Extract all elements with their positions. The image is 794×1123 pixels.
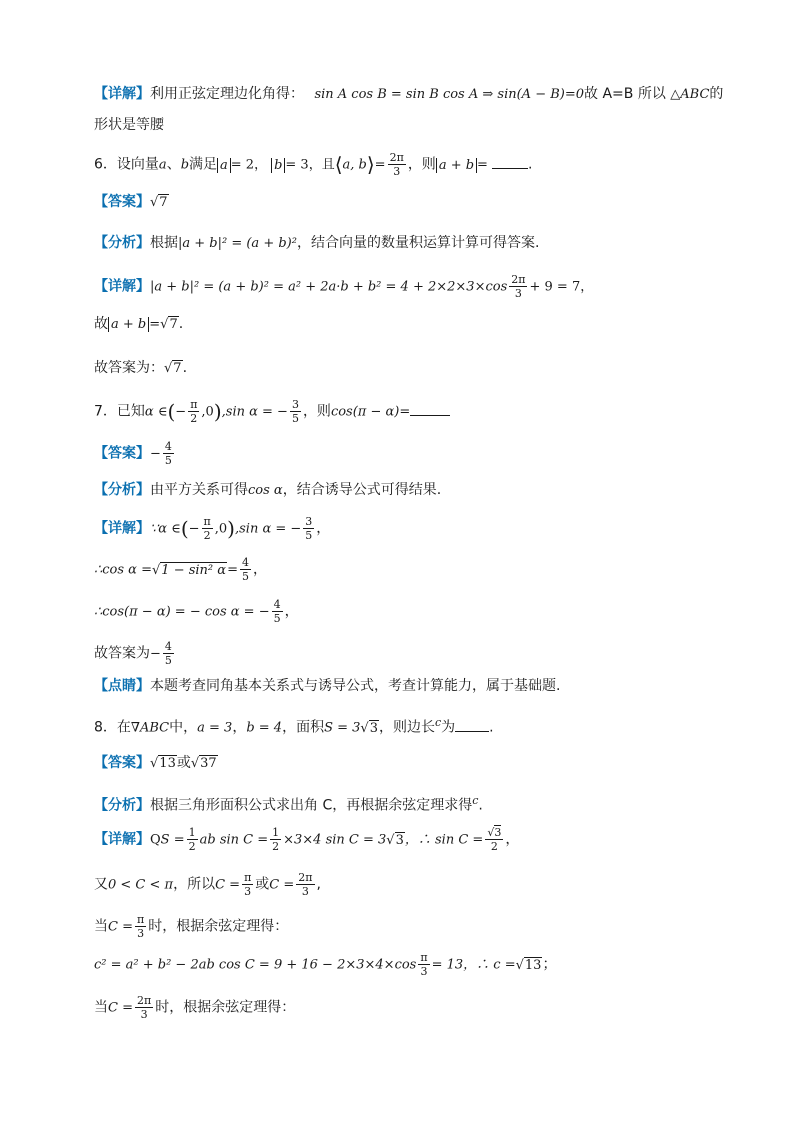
abs-sum: a + b [436, 158, 477, 173]
an6-lead: 根据 [150, 235, 178, 251]
g6-abs: a + b [108, 317, 149, 332]
abs-b: b [271, 158, 285, 173]
analysis-tag: 【分析】 [94, 235, 150, 251]
l8d-frac: $\frac{\pi}{3}$ [420, 951, 428, 978]
analysis-7 [94, 480, 441, 501]
detail-tag: 【详解】 [94, 86, 150, 102]
d7c-end: ， [284, 603, 299, 620]
f7-frac: $\frac{4}{5}$ [164, 640, 172, 667]
d7b-lead: ∴cos α = [94, 562, 152, 578]
vector-a: a [158, 157, 167, 173]
d7a-end: ， [316, 520, 331, 537]
analysis-tag: 【分析】 [94, 482, 150, 498]
q8-prefix: 8．在 [94, 719, 131, 736]
d7a-zero: ,0 [214, 521, 228, 537]
q7-sin: ,sin α = − [221, 404, 288, 420]
d7a-neg: − [188, 521, 200, 537]
q6-prefix: 6．设向量 [94, 156, 159, 173]
line-8d [94, 951, 556, 978]
answer-blank[interactable] [492, 156, 528, 169]
d8-m2: ×3×4 sin C = 3 [283, 832, 387, 848]
q8-a: a = 3 [197, 720, 233, 736]
detail-8 [94, 826, 519, 853]
detail-line-5b [94, 115, 164, 135]
a7-neg: − [150, 446, 161, 462]
l8c-frac: $\frac{\pi}{3}$ [136, 913, 145, 940]
d8-frac1: $\frac{1}{2}$ [188, 826, 196, 853]
f7-neg: − [150, 646, 161, 662]
detail-7c [94, 598, 299, 625]
l8b-frac2: $\frac{2\pi}{3}$ [298, 871, 313, 898]
q7-pi-frac: $\frac{\pi}{2}$ [190, 398, 198, 425]
question-6: 6．设向量a、b满足 a = 2， b = 3，且⟨a, b⟩= $\frac{2\pi}{3}$ ，则 a + b = . [94, 151, 533, 178]
q7-sin-frac: $\frac{3}{5}$ [291, 398, 299, 425]
q7-neg: − [175, 404, 187, 420]
analysis-tag: 【分析】 [94, 797, 150, 814]
conclusion-text: 故 A=B 所以 [584, 86, 666, 102]
d7b-frac: $\frac{4}{5}$ [241, 556, 249, 583]
l8c-lead: 当 [94, 918, 108, 935]
g6-eq: = [149, 317, 161, 332]
an6-formula: |a + b|² = (a + b)² [178, 236, 297, 251]
line-8e [94, 994, 295, 1021]
detail-tail: 的 [709, 86, 724, 102]
detail-tag: 【详解】 [94, 278, 150, 295]
f7-lead: 故答案为 [94, 645, 150, 662]
l8e-lead: 当 [94, 999, 108, 1016]
q6-cond: 满足 [189, 156, 218, 173]
d6-expr1: |a + b|² = (a + b)² = a² + 2a·b + b² = 4 + 2×2×3×cos [150, 279, 508, 295]
q6-eq: = [374, 157, 386, 173]
q8-s: S = 3 [324, 720, 361, 736]
q6-end: . [527, 156, 533, 173]
detail-7a: 【详解】∵α ∈(− $\frac{\pi}{2}$ ,0),sin α = − $\frac{3}{5}$ ， [94, 515, 331, 542]
a8-sqrt-2: √37 [190, 756, 217, 771]
answer-tag: 【答案】 [94, 445, 150, 462]
q7-alpha-in: α ∈ [144, 404, 168, 420]
abs-a: a [217, 158, 231, 173]
c7-text: 本题考查同角基本关系式与诱导公式，考查计算能力，属于基础题. [150, 678, 561, 694]
l8b-ineq: 0 < C < π [108, 877, 174, 893]
q7-eq: = [399, 404, 411, 420]
d7b-end: ， [252, 561, 267, 578]
l8b-frac1: $\frac{\pi}{3}$ [244, 871, 252, 898]
q8-b: b = 4 [246, 720, 283, 736]
l8d-end: ； [542, 956, 557, 973]
a8-or: 或 [176, 755, 191, 771]
therefore-6 [94, 314, 183, 335]
d7c-frac: $\frac{4}{5}$ [273, 598, 281, 625]
q7-prefix: 7．已知 [94, 403, 145, 420]
final-7 [94, 640, 176, 667]
answer-8 [94, 753, 218, 774]
q6-eq3: = 3，且 [285, 157, 335, 173]
g6-end: . [178, 316, 184, 332]
triangle-label: △ABC [670, 87, 710, 102]
q7-then: ，则 [302, 403, 331, 420]
q6-fraction: $\frac{2\pi}{3}$ [389, 151, 404, 178]
f6-sqrt: √7 [164, 361, 182, 376]
q8-for: 为 [441, 719, 456, 736]
vector-b: b [180, 157, 190, 173]
q8-tri: ∇ABC [130, 720, 170, 736]
detail-tag: 【详解】 [94, 831, 150, 848]
d8-m3: ，∴ sin C = [404, 832, 484, 848]
shape-text: 形状是等腰 [94, 117, 164, 133]
q6-eq-blank: = [477, 157, 488, 173]
d7b-sqrt: √1 − sin² α [152, 562, 227, 578]
an8-text: 根据三角形面积公式求出角 C，再根据余弦定理求得 [150, 797, 473, 814]
sine-law-formula: sin A cos B = sin B cos A ⇒ sin(A − B)=0 [314, 87, 585, 102]
l8b-lead: 又 [94, 876, 108, 893]
l8b-c1: C = [215, 877, 241, 893]
q7-zero: ,0 [201, 404, 214, 420]
line-8c [94, 913, 288, 940]
d8-lead: Q [150, 832, 161, 848]
l8b-or: 或 [255, 876, 270, 893]
answer-tag: 【答案】 [94, 194, 150, 210]
d7a-sin: ,sin α = − [234, 521, 302, 537]
d7a-because: ∵α ∈ [150, 521, 181, 537]
l8e-rest: 时，根据余弦定理得： [155, 999, 296, 1016]
l8c-rest: 时，根据余弦定理得： [148, 918, 289, 935]
d8-s: S = [160, 832, 185, 848]
an7-cos: cos α [248, 483, 283, 498]
l8e-frac: $\frac{2\pi}{3}$ [136, 994, 152, 1021]
g6-sqrt: √7 [160, 317, 178, 332]
detail-tag: 【详解】 [94, 520, 150, 537]
d8-sqrt1: √3 [386, 832, 404, 848]
an7-lead: 由平方关系可得 [150, 482, 248, 498]
detail-text: 利用正弦定理边化角得： [150, 86, 304, 102]
answer-7 [94, 440, 176, 467]
l8d-sqrt: √13 [515, 957, 542, 973]
d6-expr2: + 9 = 7， [529, 279, 594, 295]
q8-then: ，则边长 [379, 719, 435, 736]
l8e-c: C = [108, 1000, 133, 1016]
question-8 [94, 713, 494, 739]
detail-line-5 [94, 84, 723, 105]
an8-end: . [478, 797, 483, 814]
l8b-end: , [316, 876, 321, 893]
q8-comma: ， [232, 719, 247, 736]
an8-c: c [472, 794, 479, 807]
q8-c: c [435, 716, 442, 729]
q7-cos: cos(π − α) [330, 404, 400, 420]
line-8b [94, 871, 321, 898]
answer-blank-7[interactable] [410, 403, 450, 416]
analysis-6 [94, 233, 539, 254]
final-6 [94, 358, 187, 379]
f6-lead: 故答案为： [94, 360, 164, 376]
d8-frac3: $\frac{√3}{2}$ [487, 826, 502, 853]
f6-end: . [182, 360, 188, 376]
detail-7b [94, 556, 267, 583]
angle-ab: a, b [342, 157, 367, 173]
q8-area: ，面积 [282, 719, 325, 736]
a8-sqrt-1: √13 [150, 756, 176, 771]
q6-sep: 、 [166, 156, 181, 173]
analysis-8 [94, 791, 483, 816]
q8-end: . [489, 719, 494, 736]
a7-frac: $\frac{4}{5}$ [164, 440, 172, 467]
d8-m1: ab sin C = [199, 832, 269, 848]
sqrt-7: √7 [150, 195, 168, 210]
l8c-c: C = [108, 919, 133, 935]
l8b-c2: C = [269, 877, 295, 893]
answer-6 [94, 192, 169, 213]
q6-then: ，则 [407, 156, 436, 173]
d6-fraction: $\frac{2\pi}{3}$ [511, 273, 526, 300]
an7-rest: ，结合诱导公式可得结果. [282, 482, 442, 498]
q8-sqrt: √3 [360, 720, 378, 736]
d7c-lead: ∴cos(π − α) = − cos α = − [94, 604, 270, 620]
detail-6 [94, 273, 593, 300]
answer-tag: 【答案】 [94, 755, 150, 771]
d8-frac2: $\frac{1}{2}$ [272, 826, 280, 853]
q8-mid: 中， [169, 719, 198, 736]
answer-blank-8[interactable] [455, 719, 489, 732]
comment-7 [94, 676, 560, 696]
d7a-pi-frac: $\frac{\pi}{2}$ [203, 515, 211, 542]
question-7: 7．已知α ∈(− $\frac{\pi}{2}$ ,0),sin α = − $\frac{3}{5}$ ，则cos(π − α)= [94, 398, 450, 425]
l8d-mid: = 13，∴ c = [431, 957, 516, 973]
g6-lead: 故 [94, 316, 108, 332]
d7b-eq: = [227, 562, 238, 578]
comment-tag: 【点睛】 [94, 678, 150, 694]
q6-eq2: = 2， [230, 157, 268, 173]
an6-rest: ，结合向量的数量积运算计算可得答案. [296, 235, 540, 251]
d7a-frac: $\frac{3}{5}$ [305, 515, 313, 542]
l8b-so: ，所以 [173, 876, 216, 893]
l8d-expr: c² = a² + b² − 2ab cos C = 9 + 16 − 2×3×4×cos [94, 957, 417, 973]
d8-end: ， [505, 831, 520, 848]
